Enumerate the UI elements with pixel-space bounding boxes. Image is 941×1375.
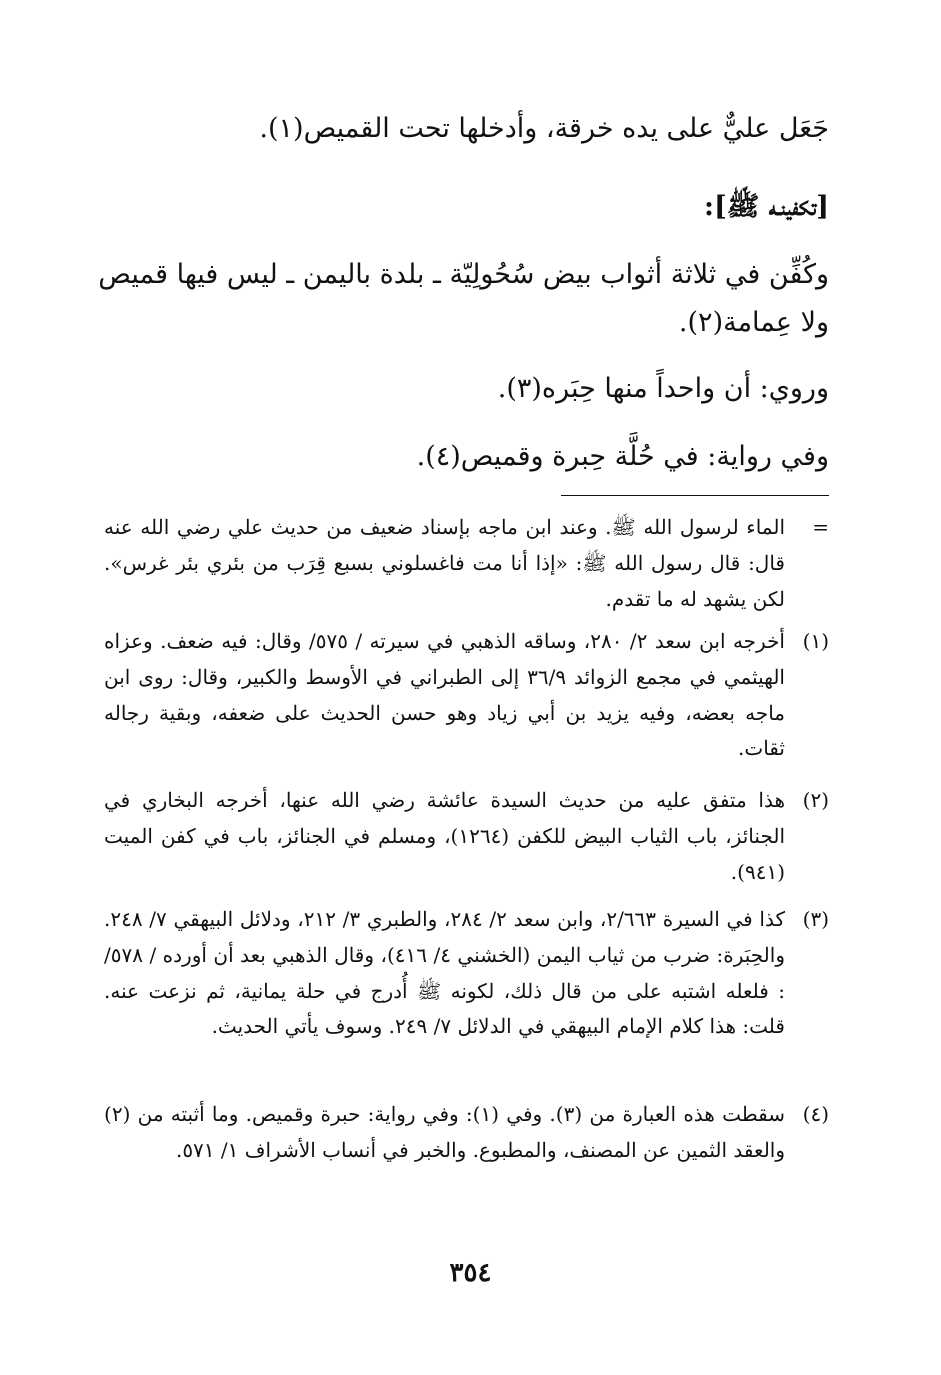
footnote-text: كذا في السيرة ٢/٦٦٣، وابن سعد ٢/ ٢٨٤، والطبري ٣/ ٢١٢، ودلائل البيهقي ٧/ ٢٤٨. والحِبَرة: ضرب من ثياب اليمن (الخشني ٤/ ٤١٦)، وقال الذهبي بعد أن أورده / ٥٧٨/ : فلعله اشتبه على من قال ذلك، لكونه ﷺ أُدرج في حلة يمانية، ثم نزعت عنه. قلت: هذا كلام الإمام البيهقي في الدلائل ٧/ ٢٤٩. وسوف يأتي الحديث. — [104, 907, 785, 1039]
footnote-text: هذا متفق عليه من حديث السيدة عائشة رضي الله عنها، أخرجه البخاري في الجنائز، باب الثياب البيض للكفن (١٢٦٤)، ومسلم في الجنائز، باب في كفن الميت (٩٤١). — [104, 788, 785, 884]
footnote-4 — [104, 1097, 829, 1169]
page-number: ٣٥٤ — [449, 1258, 492, 1288]
footnote-text: سقطت هذه العبارة من (٣). وفي (١): وفي رواية: حبرة وقميص. وما أثبته من (٢) والعقد الثمين عن المصنف، والمطبوع. والخبر في أنساب الأشراف ١/ ٥٧١. — [104, 1102, 785, 1162]
footnote-2 — [104, 783, 829, 890]
footnote-continued — [104, 510, 829, 617]
footnote-1 — [104, 624, 829, 767]
footnote-marker: (٤) — [802, 1102, 829, 1126]
footnote-text: أخرجه ابن سعد ٢/ ٢٨٠، وساقه الذهبي في سيرته / ٥٧٥/ وقال: فيه ضعف. وعزاه الهيثمي في مجمع الزوائد ٣٦/٩ إلى الطبراني في الأوسط والكبير، وقال: روى ابن ماجه بعضه، وفيه يزيد بن أبي زياد وهو حسن الحديث على ضعفه، وبقية رجاله ثقات. — [104, 629, 785, 761]
body-paragraph-2-line-2: ولا عِمامة(٢). — [678, 307, 829, 338]
footnote-separator — [561, 495, 829, 496]
body-line-1: جَعَل عليٌّ على يده خرقة، وأدخلها تحت القميص(١). — [259, 113, 829, 144]
footnote-3 — [104, 902, 829, 1045]
footnote-text: الماء لرسول الله ﷺ. وعند ابن ماجه بإسناد ضعيف من حديث علي رضي الله عنه قال: قال رسول الله ﷺ: «إذا أنا مت فاغسلوني بسبع قِرَب من بئري بئر غرس». لكن يشهد له ما تقدم. — [104, 515, 785, 611]
footnote-marker: (٣) — [802, 907, 829, 931]
footnote-marker: = — [812, 515, 829, 539]
section-heading: [تكفينـه ﷺ]: — [704, 191, 829, 222]
body-paragraph-4: وفي رواية: في حُلَّة حِبرة وقميص(٤). — [416, 441, 829, 472]
footnote-marker: (٢) — [802, 788, 829, 812]
body-paragraph-2-line-1: وكُفِّن في ثلاثة أثواب بيض سُحُولِيّة ـ بلدة باليمن ـ ليس فيها قميص — [98, 259, 829, 290]
body-paragraph-3: وروي: أن واحداً منها حِبَره(٣). — [497, 373, 829, 404]
footnote-marker: (١) — [802, 629, 829, 653]
